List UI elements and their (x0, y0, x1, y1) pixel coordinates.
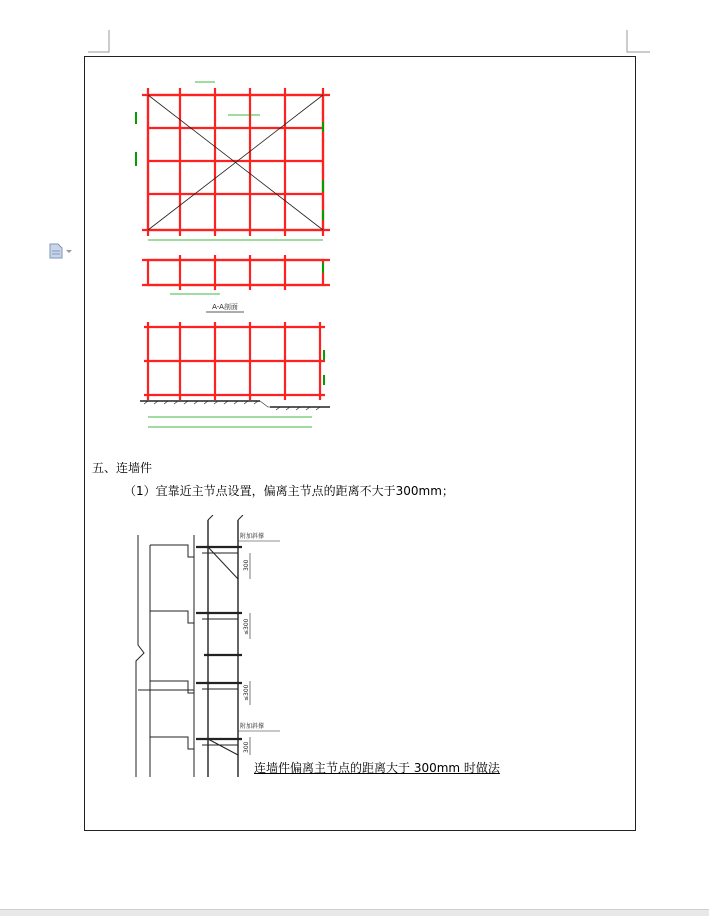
scaffold-elevation-view (140, 322, 330, 427)
figure-caption: 连墙件偏离主节点的距离大于 300mm 时做法 (254, 761, 500, 775)
document-menu-button[interactable] (48, 243, 74, 259)
crop-mark-top-left (88, 30, 112, 54)
scaffold-section-a-a (142, 255, 330, 312)
crop-mark-top-right (626, 30, 650, 54)
wall-tie-detail-figure (130, 515, 280, 785)
additional-brace-label-top: 附加斜撑 (240, 533, 265, 540)
dimension-label-4: 300 (243, 741, 250, 753)
section-a-a-label: A-A剖面 (212, 303, 238, 311)
dimension-label-2: ≤300 (243, 618, 250, 635)
additional-brace-label-bottom: 附加斜撑 (240, 723, 265, 730)
chevron-down-icon (66, 250, 72, 253)
dimension-label-3: ≤300 (243, 684, 250, 701)
section-title: 五、连墙件 (92, 461, 153, 475)
document-icon (48, 243, 74, 259)
scaffold-plan-view (135, 82, 330, 240)
wall-tie-rule-text: （1）宜靠近主节点设置，偏离主节点的距离不大于300mm； (124, 484, 454, 498)
scaffold-drawing-figure (130, 70, 340, 440)
dimension-label-1: 300 (243, 559, 250, 571)
